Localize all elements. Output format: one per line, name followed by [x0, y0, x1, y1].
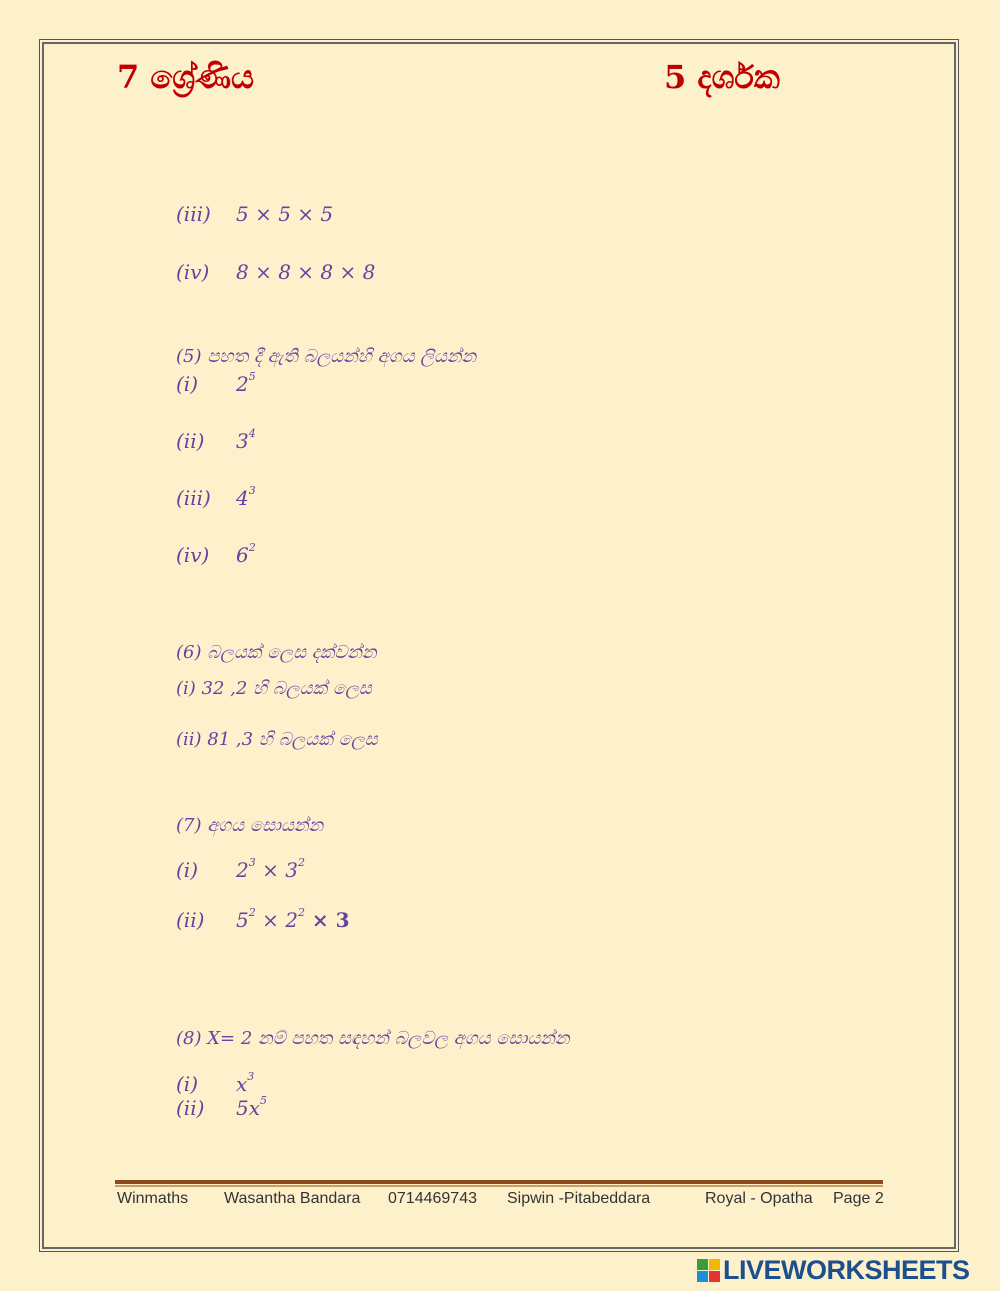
item-label: (iii) — [176, 202, 211, 226]
base: 6 — [236, 543, 249, 567]
base: 2 — [285, 908, 298, 932]
question-6: (6) බලයක් ලෙස දක්වන්න — [176, 642, 377, 663]
q5-item-iv — [176, 543, 256, 567]
exponent: 2 — [297, 856, 305, 869]
expr-line-iv — [176, 260, 375, 284]
item-label: (ii) — [176, 1096, 205, 1120]
logo-tile-l — [697, 1259, 708, 1270]
base: 2 — [236, 858, 249, 882]
operator: × — [255, 858, 286, 882]
exponent: 2 — [248, 541, 256, 554]
footer-place: Sipwin -Pitabeddara — [507, 1190, 651, 1207]
exponent: 3 — [248, 856, 256, 869]
base: 3 — [285, 858, 298, 882]
question-7: (7) අගය සොයන්න — [176, 815, 324, 836]
power — [236, 543, 256, 567]
question-5: (5) පහත දී ඇති බලයන්හි අගය ලියන්න — [176, 346, 477, 367]
item-label: (i) — [176, 1072, 199, 1096]
logo-tile-e — [709, 1271, 720, 1282]
footer-phone: 0714469743 — [388, 1190, 477, 1207]
q5-item-ii — [176, 429, 256, 453]
base: 2 — [236, 372, 249, 396]
logo-tile-i — [709, 1259, 720, 1270]
topic-title: 5 දර්ශක — [664, 58, 780, 96]
footer-rule — [115, 1180, 883, 1184]
power — [236, 1096, 267, 1120]
q8-item-ii — [176, 1096, 267, 1120]
base: 5x — [236, 1096, 261, 1120]
q7-item-i — [176, 858, 305, 882]
power — [236, 372, 256, 396]
item-label: (ii) — [176, 429, 205, 453]
footer-rule-light — [115, 1185, 883, 1187]
expression — [236, 858, 305, 882]
q6-item-i: (i) 32 ,2 හි බලයක් ලෙස — [176, 678, 372, 699]
q6-item-ii: (ii) 81 ,3 හි බලයක් ලෙස — [176, 729, 378, 750]
expression — [236, 908, 350, 932]
exponent: 2 — [248, 906, 256, 919]
q8-item-i — [176, 1072, 254, 1096]
liveworksheets-watermark[interactable] — [697, 1256, 970, 1284]
liveworksheets-logo-icon — [697, 1259, 720, 1282]
footer-brand: Winmaths — [117, 1190, 189, 1207]
operator: × — [255, 908, 286, 932]
exponent: 2 — [297, 906, 305, 919]
base: 5 — [236, 908, 249, 932]
item-label: (i) — [176, 372, 199, 396]
expr-line-iii — [176, 202, 333, 226]
exponent: 3 — [247, 1070, 255, 1083]
base: x — [236, 1072, 248, 1096]
expression-tail: × 3 — [304, 908, 350, 932]
grade-title: 7 ශ්‍රේණිය — [117, 58, 255, 96]
power — [236, 1072, 254, 1096]
item-label: (iv) — [176, 260, 210, 284]
footer-author: Wasantha Bandara — [224, 1190, 361, 1207]
q5-item-i — [176, 372, 256, 396]
exponent: 4 — [248, 427, 256, 440]
item-label: (ii) — [176, 908, 205, 932]
item-label: (i) — [176, 858, 199, 882]
question-8: (8) X= 2 නම් පහත සඳහන් බලවල අගය සොයන්න — [176, 1028, 570, 1049]
logo-tile-v — [697, 1271, 708, 1282]
exponent: 5 — [260, 1094, 268, 1107]
power — [236, 429, 256, 453]
base: 3 — [236, 429, 249, 453]
expression: 5 × 5 × 5 — [236, 202, 334, 226]
watermark-text: LIVEWORKSHEETS — [723, 1254, 970, 1285]
base: 4 — [236, 486, 249, 510]
footer-page: Page 2 — [833, 1190, 884, 1207]
expression: 8 × 8 × 8 × 8 — [236, 260, 376, 284]
exponent: 3 — [248, 484, 256, 497]
item-label: (iii) — [176, 486, 211, 510]
q7-item-ii — [176, 908, 350, 932]
q5-item-iii — [176, 486, 256, 510]
footer-school: Royal - Opatha — [705, 1190, 813, 1207]
item-label: (iv) — [176, 543, 210, 567]
exponent: 5 — [248, 370, 256, 383]
power — [236, 486, 256, 510]
